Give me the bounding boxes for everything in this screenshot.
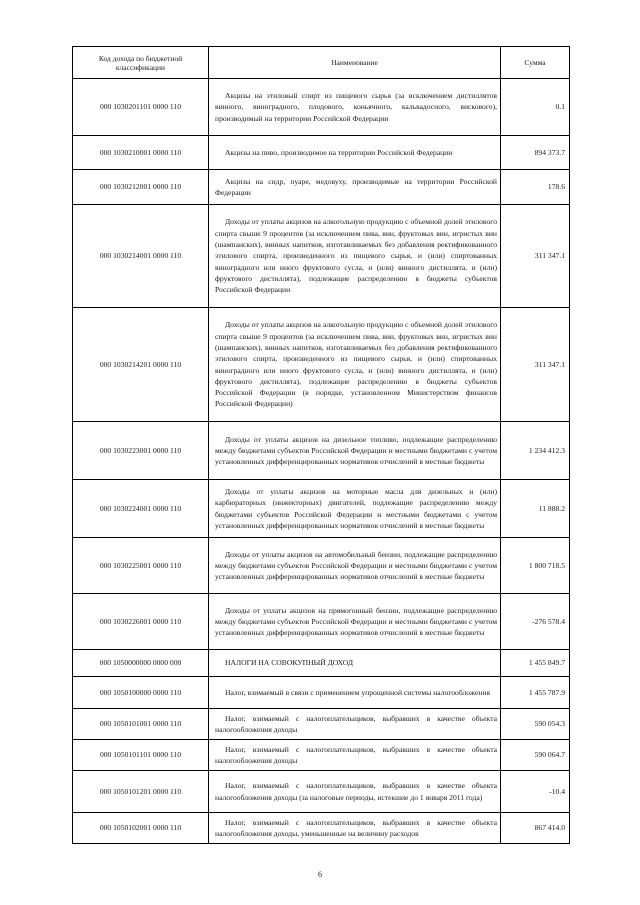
- row-name: Налог, взимаемый с налогоплательщиков, выбравших в качестве объекта налогообложения доходы: [209, 740, 501, 771]
- row-sum: 11 888.2: [501, 480, 570, 538]
- row-name: Доходы от уплаты акцизов на алкогольную продукцию с объемной долей этилового спирта свыше 9 процентов (за исключением пива, вин, фруктовых вин, игристых вин (шампанских), винных напитков, изготавливаемых без добавления ректификованного этилового спирта, произведенного из пищевого сырья, и (или) спиртованных виноградного или иного фруктового сусла, и (или) винного дистиллята, и (или) фруктового дистиллята), подлежащие распределению в бюджеты субъектов Российской Федерации (в порядке, установленном Министерством финансов Российской Федерации): [209, 308, 501, 422]
- budget-revenue-table: [72, 46, 570, 844]
- table-row: [73, 740, 570, 771]
- row-sum: 894 373.7: [501, 136, 570, 170]
- row-sum: 590 064.7: [501, 740, 570, 771]
- table-row: [73, 709, 570, 740]
- table-row: [73, 308, 570, 422]
- row-name: Акцизы на пиво, производимое на территории Российской Федерации: [209, 136, 501, 170]
- row-sum: 590 054.3: [501, 709, 570, 740]
- row-name: Налог, взимаемый с налогоплательщиков, выбравших в качестве объекта налогообложения доходы: [209, 709, 501, 740]
- table-row: [73, 79, 570, 136]
- row-name: Налог, взимаемый в связи с применением упрощенной системы налогообложения: [209, 677, 501, 709]
- row-sum: -10.4: [501, 771, 570, 813]
- table-row: [73, 422, 570, 480]
- row-sum: 0.1: [501, 79, 570, 136]
- table-row: [73, 813, 570, 844]
- row-name: Доходы от уплаты акцизов на алкогольную продукцию с объемной долей этилового спирта свыше 9 процентов (за исключением пива, вин, фруктовых вин, игристых вин (шампанских), винных напитков, изготавливаемых без добавления ректификованного этилового спирта, произведенного из пищевого сырья, и (или) спиртованных виноградного или иного фруктового сусла, и (или) винного дистиллята, и (или) фруктового дистиллята), подлежащие распределению в бюджеты субъектов Российской Федерации: [209, 205, 501, 308]
- row-code: 000 1030224001 0000 110: [73, 480, 209, 538]
- row-code: 000 1030210001 0000 110: [73, 136, 209, 170]
- table-row: [73, 136, 570, 170]
- row-name: Налог, взимаемый с налогоплательщиков, выбравших в качестве объекта налогообложения доходы, уменьшенные на величину расходов: [209, 813, 501, 844]
- table-row: [73, 771, 570, 813]
- row-code: 000 1030214201 0000 110: [73, 308, 209, 422]
- row-name: Доходы от уплаты акцизов на автомобильный бензин, подлежащие распределению между бюджетами субъектов Российской Федерации и местными бюджетами с учетом установленных дифференцированных нормативов отчислений в местные бюджеты: [209, 538, 501, 594]
- row-sum: 1 234 412.3: [501, 422, 570, 480]
- table-row: [73, 650, 570, 677]
- table-row: [73, 594, 570, 650]
- header-name: Наименование: [209, 47, 501, 79]
- row-code: 000 1030225001 0000 110: [73, 538, 209, 594]
- row-name: Акцизы на этиловый спирт из пищевого сырья (за исключением дистиллятов винного, виноградного, плодового, коньячного, кальвадосного, вискового), производимый на территории Российской Федерации: [209, 79, 501, 136]
- row-sum: 311 347.1: [501, 308, 570, 422]
- row-sum: 1 455 849.7: [501, 650, 570, 677]
- header-code: Код дохода по бюджетной классификации: [73, 47, 209, 79]
- header-sum: Сумма: [501, 47, 570, 79]
- row-code: 000 1050101201 0000 110: [73, 771, 209, 813]
- table-row: [73, 538, 570, 594]
- table-row: [73, 480, 570, 538]
- row-code: 000 1050101001 0000 110: [73, 709, 209, 740]
- row-sum: 178.6: [501, 170, 570, 205]
- row-sum: 1 455 787.9: [501, 677, 570, 709]
- row-name: Доходы от уплаты акцизов на прямогонный бензин, подлежащие распределению между бюджетами субъектов Российской Федерации и местными бюджетами с учетом установленных дифференцированных нормативов отчислений в местные бюджеты: [209, 594, 501, 650]
- row-code: 000 1050101101 0000 110: [73, 740, 209, 771]
- row-sum: -276 578.4: [501, 594, 570, 650]
- row-code: 000 1030212001 0000 110: [73, 170, 209, 205]
- row-code: 000 1050102001 0000 110: [73, 813, 209, 844]
- row-code: 000 1030214001 0000 110: [73, 205, 209, 308]
- row-sum: 867 414.0: [501, 813, 570, 844]
- row-name: Доходы от уплаты акцизов на дизельное топливо, подлежащие распределению между бюджетами субъектов Российской Федерации и местными бюджетами с учетом установленных дифференцированных нормативов отчислений в местные бюджеты: [209, 422, 501, 480]
- table-header-row: [73, 47, 570, 79]
- row-code: 000 1050100000 0000 110: [73, 677, 209, 709]
- row-sum: 311 347.1: [501, 205, 570, 308]
- row-code: 000 1030223001 0000 110: [73, 422, 209, 480]
- table-row: [73, 205, 570, 308]
- row-code: 000 1030201101 0000 110: [73, 79, 209, 136]
- row-name: Доходы от уплаты акцизов на моторные масла для дизельных и (или) карбюраторных (инжекторных) двигателей, подлежащие распределению между бюджетами субъектов Российской Федерации и местными бюджетами с учетом установленных дифференцированных нормативов отчислений в местные бюджеты: [209, 480, 501, 538]
- row-name: Акцизы на сидр, пуаре, медовуху, производимые на территории Российской Федерации: [209, 170, 501, 205]
- row-name: Налог, взимаемый с налогоплательщиков, выбравших в качестве объекта налогообложения доходы (за налоговые периоды, истекшие до 1 января 2011 года): [209, 771, 501, 813]
- row-name: НАЛОГИ НА СОВОКУПНЫЙ ДОХОД: [209, 650, 501, 677]
- row-code: 000 1030226001 0000 110: [73, 594, 209, 650]
- page-number: 6: [318, 870, 322, 879]
- row-sum: 1 800 718.5: [501, 538, 570, 594]
- row-code: 000 1050000000 0000 000: [73, 650, 209, 677]
- table-row: [73, 677, 570, 709]
- table-row: [73, 170, 570, 205]
